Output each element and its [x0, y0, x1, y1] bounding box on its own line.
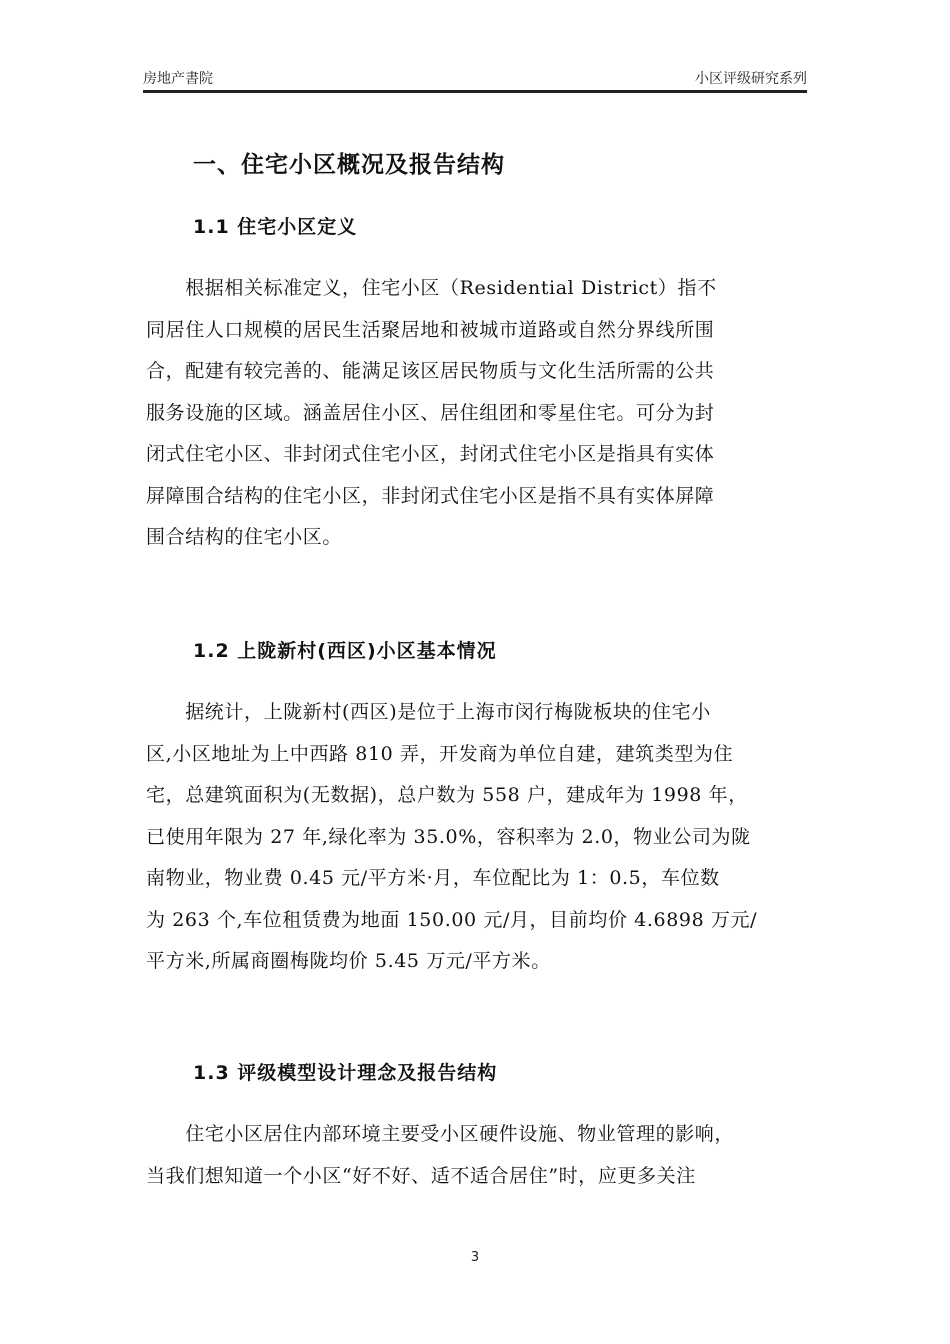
text-line: 为 263 个,车位租赁费为地面 150.00 元/月，目前均价 4.6898 万元/: [146, 908, 758, 931]
header-publisher: 房地产書院: [143, 71, 213, 87]
page-header: [143, 66, 807, 93]
text-line: 服务设施的区域。涵盖居住小区、居住组团和零星住宅。可分为封: [146, 401, 715, 424]
text-line: 合，配建有较完善的、能满足该区居民物质与文化生活所需的公共: [146, 360, 715, 382]
text-line: 南物业，物业费 0.45 元/平方米·月，车位配比为 1：0.5，车位数: [146, 867, 720, 889]
text-line: 宅，总建筑面积为(无数据)，总户数为 558 户，建成年为 1998 年，: [146, 784, 748, 806]
text-line: 围合结构的住宅小区。: [146, 526, 343, 548]
text-line: 已使用年限为 27 年,绿化率为 35.0%，容积率为 2.0，物业公司为陇: [146, 825, 751, 848]
text-line: 同居住人口规模的居民生活聚居地和被城市道路或自然分界线所围: [146, 318, 715, 341]
section-1-1-paragraph: [146, 268, 810, 559]
text-line: 根据相关标准定义，住宅小区（Residential District）指不: [146, 277, 717, 299]
section-heading-1-1: 1.1 住宅小区定义: [193, 216, 358, 238]
text-line: 据统计，上陇新村(西区)是位于上海市闵行梅陇板块的住宅小: [146, 701, 711, 723]
text-line: 区,小区地址为上中西路 810 弄，开发商为单位自建，建筑类型为住: [146, 742, 734, 765]
chapter-title: 一、住宅小区概况及报告结构: [193, 152, 505, 178]
text-line: 屏障围合结构的住宅小区，非封闭式住宅小区是指不具有实体屏障: [146, 484, 715, 507]
text-line: 住宅小区居住内部环境主要受小区硬件设施、物业管理的影响，: [146, 1123, 735, 1145]
header-series-title: 小区评级研究系列: [695, 71, 807, 87]
text-line: 闭式住宅小区、非封闭式住宅小区，封闭式住宅小区是指具有实体: [146, 443, 715, 465]
text-line: 平方米,所属商圈梅陇均价 5.45 万元/平方米。: [146, 950, 551, 972]
text-line: 当我们想知道一个小区“好不好、适不适合居住”时，应更多关注: [146, 1164, 696, 1187]
section-heading-1-2: 1.2 上陇新村(西区)小区基本情况: [193, 640, 497, 662]
page-number: 3: [470, 1250, 480, 1265]
section-1-2-paragraph: [146, 692, 810, 983]
section-heading-1-3: 1.3 评级模型设计理念及报告结构: [193, 1062, 498, 1084]
section-1-3-paragraph: [146, 1114, 810, 1197]
